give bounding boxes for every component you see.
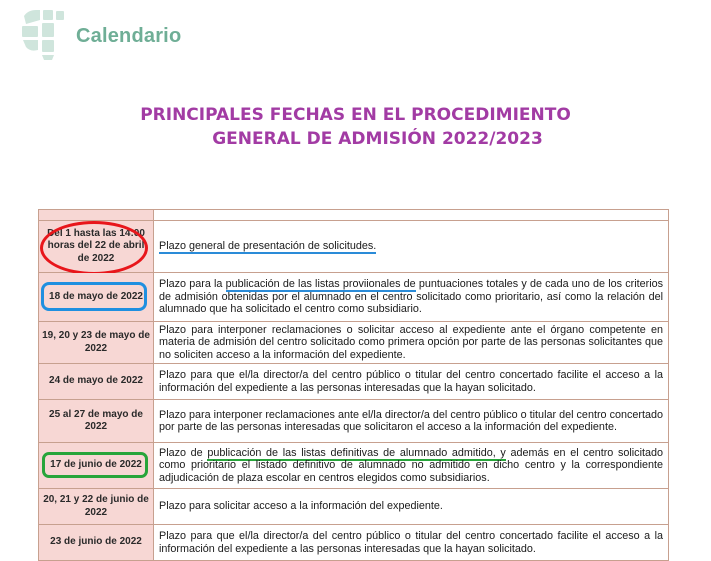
table-row [39, 443, 669, 489]
date-text: 17 de junio de 2022 [50, 459, 142, 471]
description-cell [154, 322, 669, 364]
calendar-logo [18, 6, 182, 62]
description-text: Plazo para solicitar acceso a la información del expediente. [159, 500, 443, 513]
date-text: 18 de mayo de 2022 [49, 290, 143, 302]
description-text: Plazo de [159, 446, 208, 459]
description-text: Plazo para que el/la director/a del centro público o titular del centro concertado facilite el acceso a la información del expediente a las personas interesadas que la hayan solicitado. [159, 530, 663, 555]
calendar-grid-icon [18, 6, 78, 62]
schedule-table [38, 209, 669, 561]
description-text: Plazo para interponer reclamaciones o solicitar acceso al expediente ante el órgano competente en materia de admisión del centro solicitado como primera opción por parte de las personas solicitantes que no soliciten acceso a la información del expediente. [159, 323, 663, 361]
date-cell [39, 400, 154, 443]
table-row [39, 364, 669, 400]
description-text: Plazo para interponer reclamaciones ante el/la director/a del centro público o titular del centro concertado por parte de las personas interesadas que solicitaron el acceso a la información del expediente. [159, 408, 663, 433]
date-cell [39, 443, 154, 489]
table-row [39, 400, 669, 443]
description-text: Plazo para la [159, 278, 226, 291]
underlined-text: publicación de las listas proviionales de [225, 278, 416, 291]
title-line-2: GENERAL DE ADMISIÓN 2022/2023 [212, 129, 543, 149]
table-row [39, 525, 669, 561]
description-cell [154, 400, 669, 443]
date-cell [39, 221, 154, 273]
logo-text: Calendario [76, 25, 182, 47]
description-cell [154, 489, 669, 525]
description-text-rest: además en el centro solicitado como prioritario el listado definitivo de alumnado no admitido en dicho centro y la correspondiente adjudicación de plaza escolar en centros elegidos como subsidiarios. [159, 446, 663, 484]
date-cell [39, 364, 154, 400]
date-text: Del 1 hasta las 14:00 horas del 22 de abril de 2022 [47, 227, 145, 264]
date-text: 20, 21 y 22 de junio de 2022 [43, 494, 149, 518]
date-cell [39, 273, 154, 322]
description-text: Plazo para que el/la director/a del centro público o titular del centro concertado facilite el acceso a la información del expediente a las personas interesadas que la hayan solicitado. [159, 369, 663, 394]
description-cell [154, 364, 669, 400]
date-text: 19, 20 y 23 de mayo de 2022 [42, 330, 150, 354]
description-cell [154, 273, 669, 322]
description-cell [154, 221, 669, 273]
table-spacer-row [39, 210, 669, 221]
date-text: 23 de junio de 2022 [50, 536, 142, 548]
table-row [39, 322, 669, 364]
date-cell [39, 525, 154, 561]
underlined-text: publicación de las listas definitivas de alumnado admitido, y [207, 446, 506, 459]
table-row [39, 221, 669, 273]
date-cell [39, 489, 154, 525]
description-text: Plazo general de presentación de solicitudes. [159, 240, 377, 253]
table-row [39, 489, 669, 525]
table-row [39, 273, 669, 322]
date-text: 25 al 27 de mayo de 2022 [49, 408, 143, 432]
description-cell [154, 525, 669, 561]
date-cell [39, 322, 154, 364]
title-line-1: PRINCIPALES FECHAS EN EL PROCEDIMIENTO [140, 105, 571, 125]
description-text-rest: puntuaciones totales y de cada uno de los criterios de admisión obtenidas por el alumnado en el centro solicitado como prioritario, así como la relación del alumnado que ha solicitado el centro como subsidiario. [159, 278, 663, 316]
date-text: 24 de mayo de 2022 [49, 375, 143, 387]
description-cell [154, 443, 669, 489]
page-title [0, 103, 711, 151]
